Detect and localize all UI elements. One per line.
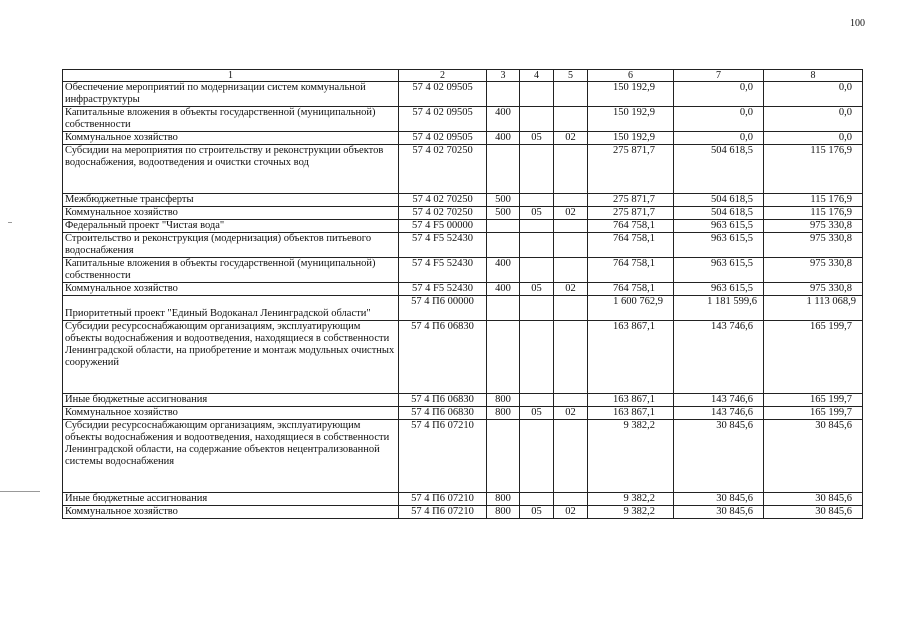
section xyxy=(520,296,554,321)
scan-mark xyxy=(0,491,40,492)
amount-col7: 963 615,5 xyxy=(674,233,764,258)
amount-col7: 0,0 xyxy=(674,82,764,107)
target-code: 57 4 П6 07210 xyxy=(399,506,487,519)
amount-col7: 1 181 599,6 xyxy=(674,296,764,321)
expense-type xyxy=(487,82,520,107)
amount-col8: 0,0 xyxy=(764,132,863,145)
amount-col7: 963 615,5 xyxy=(674,220,764,233)
section: 05 xyxy=(520,506,554,519)
target-code: 57 4 F5 52430 xyxy=(399,258,487,283)
amount-col6: 275 871,7 xyxy=(588,194,674,207)
amount-col7: 504 618,5 xyxy=(674,145,764,194)
column-number: 6 xyxy=(588,70,674,82)
row-name: Межбюджетные трансферты xyxy=(63,194,399,207)
expense-type xyxy=(487,296,520,321)
column-number: 2 xyxy=(399,70,487,82)
section: 05 xyxy=(520,407,554,420)
section: 05 xyxy=(520,283,554,296)
target-code: 57 4 F5 52430 xyxy=(399,283,487,296)
table-row xyxy=(63,321,863,394)
table-row xyxy=(63,220,863,233)
table-row xyxy=(63,107,863,132)
expense-type: 500 xyxy=(487,207,520,220)
table-row xyxy=(63,145,863,194)
expense-type: 800 xyxy=(487,394,520,407)
section xyxy=(520,258,554,283)
target-code: 57 4 02 70250 xyxy=(399,145,487,194)
subsection: 02 xyxy=(554,506,588,519)
budget-table xyxy=(62,69,863,519)
row-name: Иные бюджетные ассигнования xyxy=(63,394,399,407)
row-name: Коммунальное хозяйство xyxy=(63,207,399,220)
row-name: Капитальные вложения в объекты государственной (муниципальной) собственности xyxy=(63,107,399,132)
amount-col8: 115 176,9 xyxy=(764,145,863,194)
amount-col7: 30 845,6 xyxy=(674,493,764,506)
amount-col8: 30 845,6 xyxy=(764,420,863,493)
amount-col6: 9 382,2 xyxy=(588,493,674,506)
row-name: Коммунальное хозяйство xyxy=(63,132,399,145)
table-row xyxy=(63,506,863,519)
subsection: 02 xyxy=(554,283,588,296)
expense-type: 800 xyxy=(487,493,520,506)
amount-col8: 975 330,8 xyxy=(764,283,863,296)
row-name xyxy=(63,420,399,493)
expense-type: 800 xyxy=(487,506,520,519)
table-row xyxy=(63,132,863,145)
target-code: 57 4 02 70250 xyxy=(399,207,487,220)
row-name: Коммунальное хозяйство xyxy=(63,283,399,296)
target-code: 57 4 П6 07210 xyxy=(399,420,487,493)
expense-type: 800 xyxy=(487,407,520,420)
column-number: 1 xyxy=(63,70,399,82)
row-name: Федеральный проект "Чистая вода" xyxy=(63,220,399,233)
expense-type: 400 xyxy=(487,132,520,145)
table-row xyxy=(63,194,863,207)
expense-type xyxy=(487,145,520,194)
row-name-text: Субсидии ресурсоснабжающим организациям, эксплуатирующим объекты водоснабжения и водоотведения, находящиеся в собственности Ленинградской области, на содержание объектов нецентрализованной системы водоснабжения xyxy=(65,420,390,467)
target-code: 57 4 F5 52430 xyxy=(399,233,487,258)
amount-col7: 963 615,5 xyxy=(674,283,764,296)
amount-col7: 143 746,6 xyxy=(674,394,764,407)
amount-col6: 764 758,1 xyxy=(588,220,674,233)
subsection xyxy=(554,107,588,132)
table-row xyxy=(63,420,863,493)
amount-col6: 1 600 762,9 xyxy=(588,296,674,321)
subsection xyxy=(554,394,588,407)
section xyxy=(520,233,554,258)
amount-col7: 504 618,5 xyxy=(674,194,764,207)
row-name: Приоритетный проект "Единый Водоканал Ленинградской области" xyxy=(63,296,399,321)
subsection xyxy=(554,296,588,321)
expense-type: 400 xyxy=(487,258,520,283)
subsection xyxy=(554,194,588,207)
subsection: 02 xyxy=(554,407,588,420)
expense-type: 500 xyxy=(487,194,520,207)
amount-col8: 0,0 xyxy=(764,82,863,107)
target-code: 57 4 02 70250 xyxy=(399,194,487,207)
amount-col7: 504 618,5 xyxy=(674,207,764,220)
row-name: Коммунальное хозяйство xyxy=(63,506,399,519)
target-code: 57 4 П6 00000 xyxy=(399,296,487,321)
subsection xyxy=(554,220,588,233)
amount-col6: 275 871,7 xyxy=(588,207,674,220)
target-code: 57 4 П6 06830 xyxy=(399,394,487,407)
subsection: 02 xyxy=(554,132,588,145)
amount-col8: 0,0 xyxy=(764,107,863,132)
amount-col8: 1 113 068,9 xyxy=(764,296,863,321)
amount-col8: 115 176,9 xyxy=(764,194,863,207)
column-number: 3 xyxy=(487,70,520,82)
row-name: Капитальные вложения в объекты государственной (муниципальной) собственности xyxy=(63,258,399,283)
target-code: 57 4 F5 00000 xyxy=(399,220,487,233)
section xyxy=(520,493,554,506)
expense-type xyxy=(487,233,520,258)
expense-type: 400 xyxy=(487,107,520,132)
table-row xyxy=(63,394,863,407)
amount-col7: 0,0 xyxy=(674,107,764,132)
target-code: 57 4 П6 07210 xyxy=(399,493,487,506)
row-name xyxy=(63,145,399,194)
amount-col6: 9 382,2 xyxy=(588,420,674,493)
expense-type: 400 xyxy=(487,283,520,296)
expense-type xyxy=(487,420,520,493)
row-name: Коммунальное хозяйство xyxy=(63,407,399,420)
section xyxy=(520,194,554,207)
amount-col6: 150 192,9 xyxy=(588,82,674,107)
amount-col6: 764 758,1 xyxy=(588,233,674,258)
amount-col7: 0,0 xyxy=(674,132,764,145)
row-name-text: Субсидии ресурсоснабжающим организациям, эксплуатирующим объекты водоснабжения и водоотведения, находящиеся в собственности Ленинградской области, на приобретение и монтаж модульных очистных сооружений xyxy=(65,321,395,368)
amount-col7: 963 615,5 xyxy=(674,258,764,283)
section xyxy=(520,321,554,394)
section xyxy=(520,82,554,107)
target-code: 57 4 02 09505 xyxy=(399,82,487,107)
section xyxy=(520,220,554,233)
page-number: 100 xyxy=(850,18,865,29)
column-number: 5 xyxy=(554,70,588,82)
column-number: 7 xyxy=(674,70,764,82)
amount-col7: 30 845,6 xyxy=(674,506,764,519)
table-row xyxy=(63,296,863,321)
amount-col8: 30 845,6 xyxy=(764,506,863,519)
subsection xyxy=(554,321,588,394)
table-row xyxy=(63,407,863,420)
subsection xyxy=(554,145,588,194)
amount-col8: 30 845,6 xyxy=(764,493,863,506)
subsection xyxy=(554,493,588,506)
amount-col6: 150 192,9 xyxy=(588,132,674,145)
subsection xyxy=(554,258,588,283)
table-row xyxy=(63,233,863,258)
amount-col8: 115 176,9 xyxy=(764,207,863,220)
target-code: 57 4 02 09505 xyxy=(399,132,487,145)
amount-col7: 143 746,6 xyxy=(674,321,764,394)
amount-col6: 163 867,1 xyxy=(588,407,674,420)
section: 05 xyxy=(520,207,554,220)
section xyxy=(520,394,554,407)
table-row xyxy=(63,82,863,107)
row-name xyxy=(63,321,399,394)
subsection xyxy=(554,233,588,258)
amount-col6: 163 867,1 xyxy=(588,394,674,407)
amount-col6: 275 871,7 xyxy=(588,145,674,194)
amount-col7: 143 746,6 xyxy=(674,407,764,420)
amount-col8: 165 199,7 xyxy=(764,321,863,394)
amount-col8: 975 330,8 xyxy=(764,233,863,258)
subsection xyxy=(554,82,588,107)
amount-col6: 9 382,2 xyxy=(588,506,674,519)
subsection: 02 xyxy=(554,207,588,220)
subsection xyxy=(554,420,588,493)
table-row xyxy=(63,207,863,220)
amount-col8: 165 199,7 xyxy=(764,394,863,407)
amount-col6: 764 758,1 xyxy=(588,258,674,283)
amount-col6: 163 867,1 xyxy=(588,321,674,394)
row-name-text: Субсидии на мероприятия по строительству и реконструкции объектов водоснабжения, водоотведения и очистки сточных вод xyxy=(65,145,384,168)
table-row xyxy=(63,283,863,296)
row-name: Строительство и реконструкция (модернизация) объектов питьевого водоснабжения xyxy=(63,233,399,258)
section xyxy=(520,107,554,132)
table-row xyxy=(63,258,863,283)
amount-col7: 30 845,6 xyxy=(674,420,764,493)
scan-mark xyxy=(8,222,12,223)
column-number: 4 xyxy=(520,70,554,82)
column-number: 8 xyxy=(764,70,863,82)
section: 05 xyxy=(520,132,554,145)
row-name: Обеспечение мероприятий по модернизации систем коммунальной инфраструктуры xyxy=(63,82,399,107)
amount-col8: 975 330,8 xyxy=(764,258,863,283)
section xyxy=(520,420,554,493)
expense-type xyxy=(487,321,520,394)
expense-type xyxy=(487,220,520,233)
amount-col6: 150 192,9 xyxy=(588,107,674,132)
section xyxy=(520,145,554,194)
amount-col8: 975 330,8 xyxy=(764,220,863,233)
amount-col8: 165 199,7 xyxy=(764,407,863,420)
row-name: Иные бюджетные ассигнования xyxy=(63,493,399,506)
target-code: 57 4 П6 06830 xyxy=(399,321,487,394)
target-code: 57 4 02 09505 xyxy=(399,107,487,132)
column-number-row xyxy=(63,70,863,82)
amount-col6: 764 758,1 xyxy=(588,283,674,296)
table-row xyxy=(63,493,863,506)
target-code: 57 4 П6 06830 xyxy=(399,407,487,420)
